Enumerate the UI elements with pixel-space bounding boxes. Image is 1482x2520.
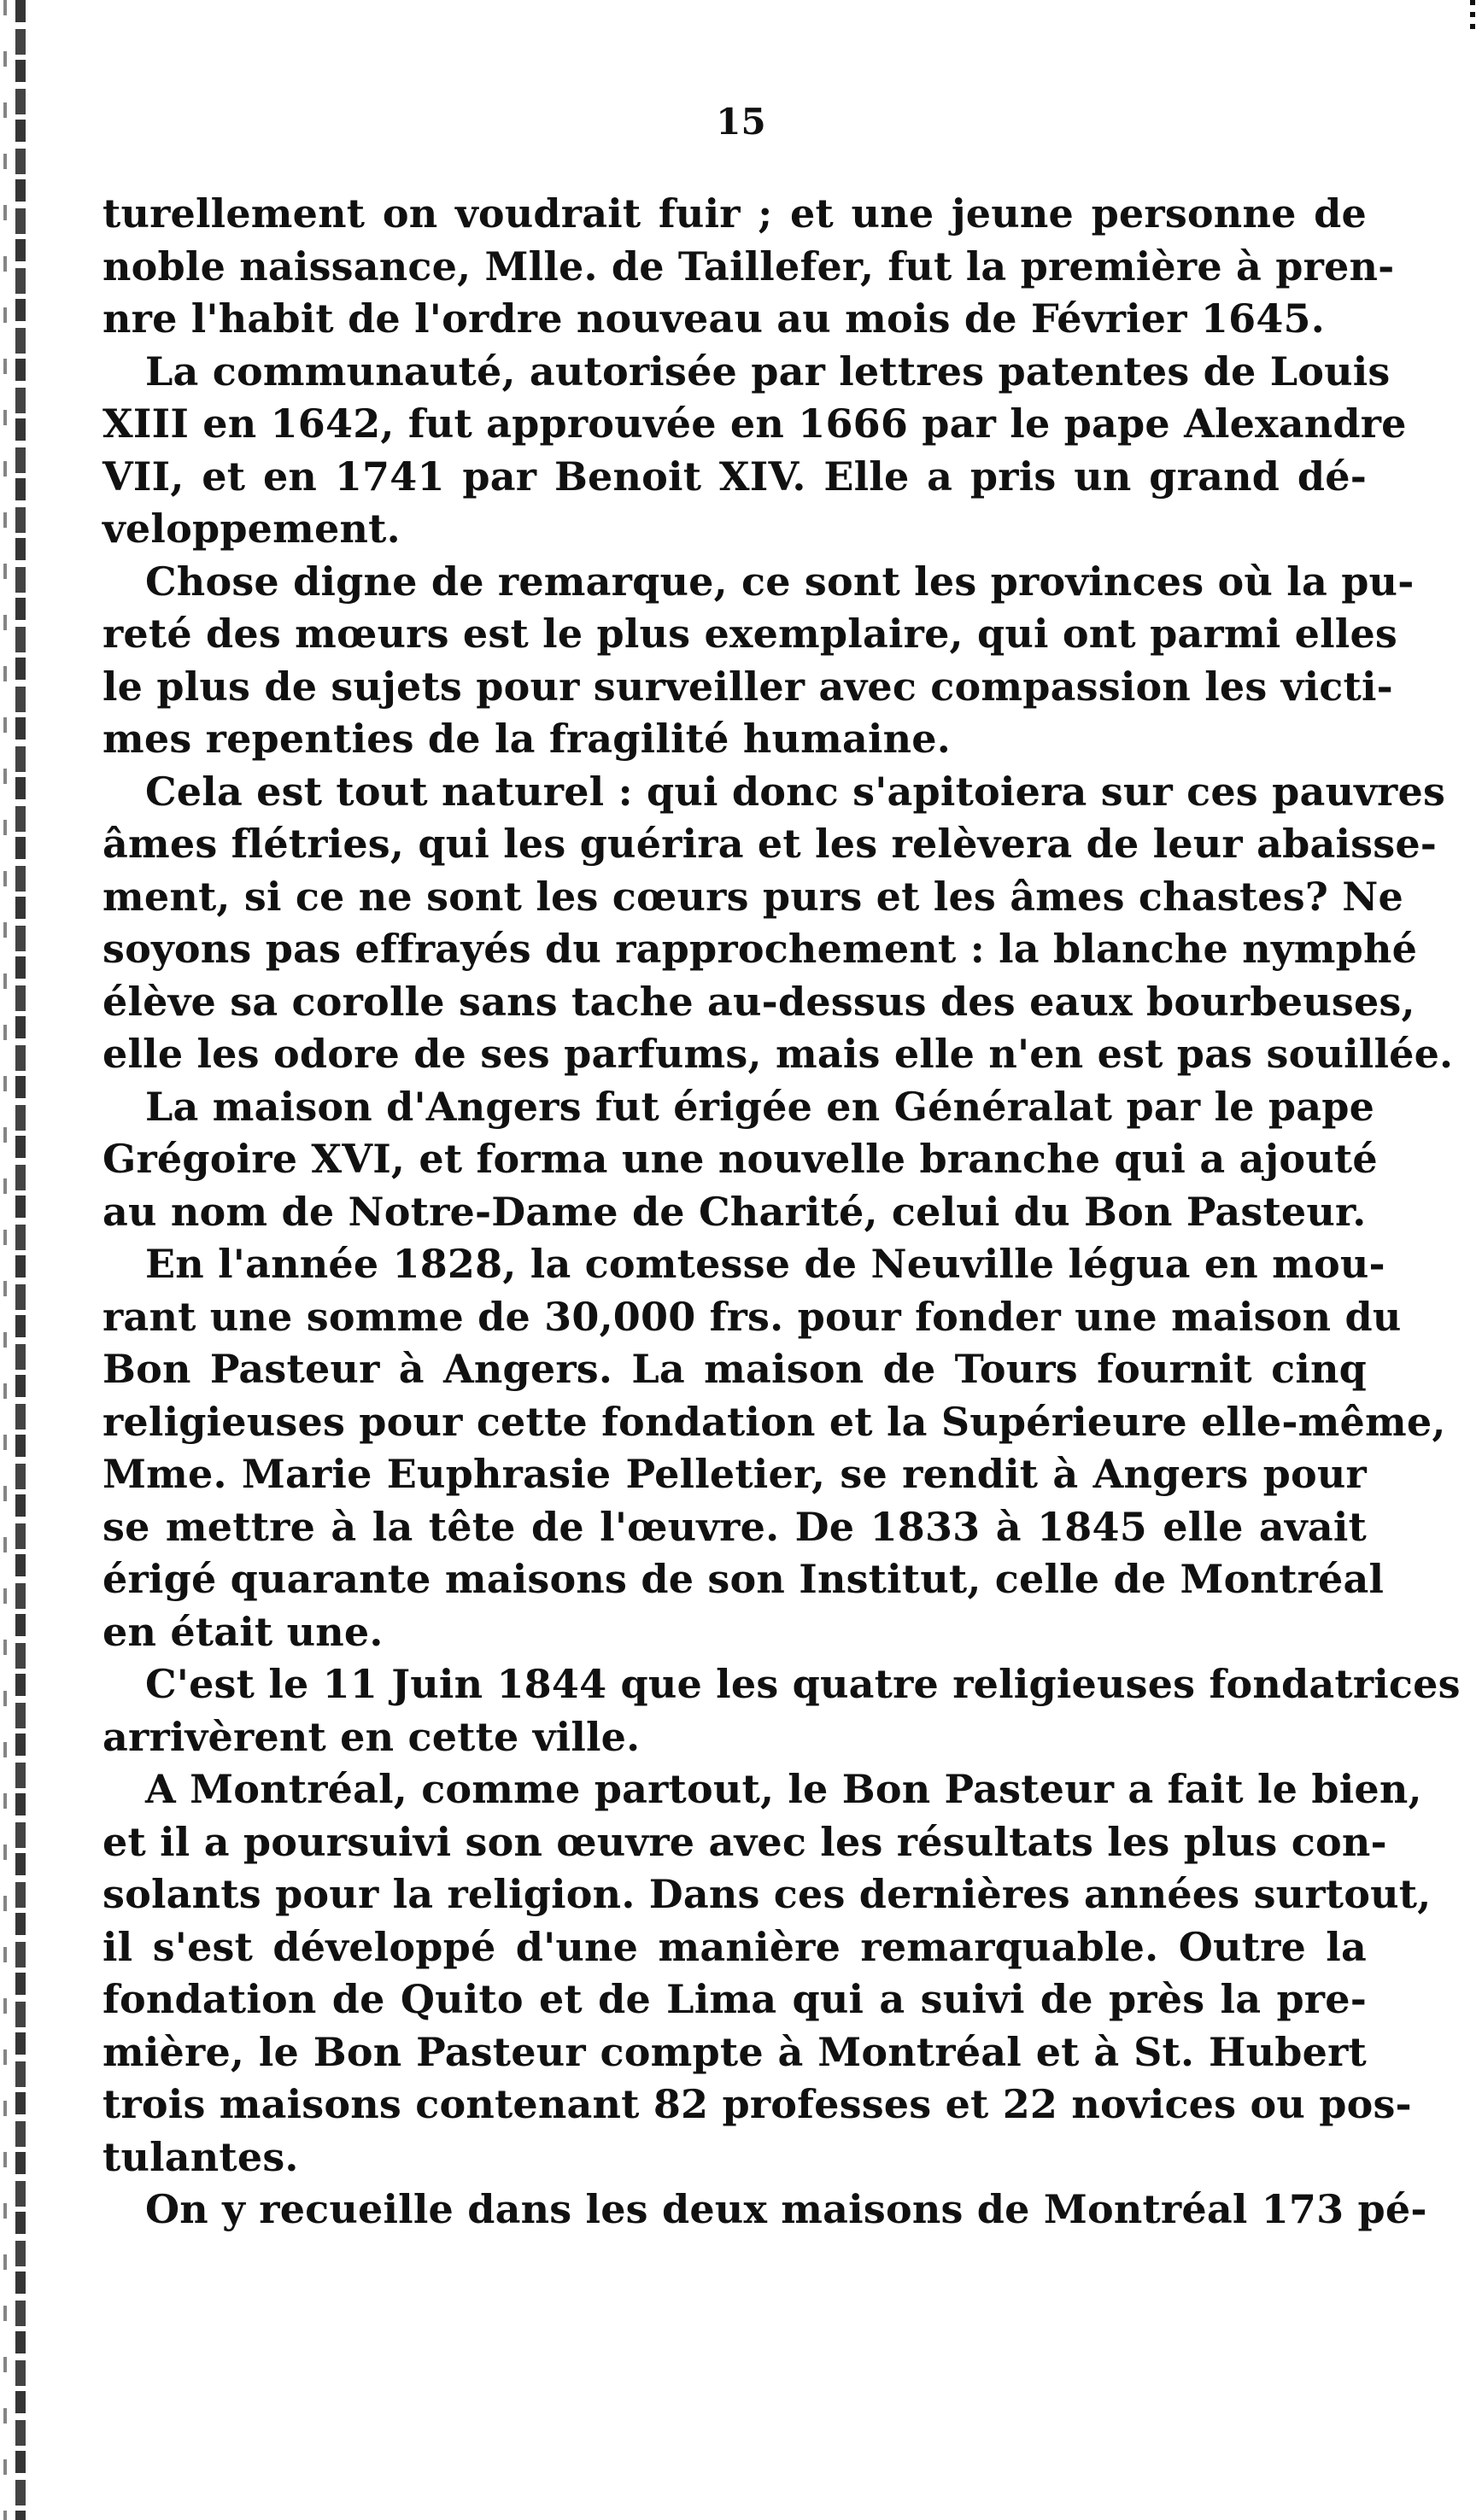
text-line: Mme. Marie Euphrasie Pelletier, se rendit à Angers pour — [103, 1451, 1367, 1497]
text-line: Bon Pasteur à Angers. La maison de Tours fournit cinq — [103, 1346, 1367, 1392]
page-margin-marks — [1470, 0, 1475, 34]
text-line: Chose digne de remarque, ce sont les provinces où la pu- — [145, 558, 1415, 605]
page-number: 15 — [716, 101, 766, 143]
text-line: La communauté, autorisée par lettres patentes de Louis — [145, 348, 1391, 395]
text-line: mes repenties de la fragilité humaine. — [103, 716, 951, 762]
text-line: C'est le 11 Juin 1844 que les quatre religieuses fondatrices — [145, 1661, 1461, 1707]
text-line: En l'année 1828, la comtesse de Neuville légua en mou- — [145, 1241, 1385, 1287]
text-line: au nom de Notre-Dame de Charité, celui du Bon Pasteur. — [103, 1188, 1367, 1235]
text-line: se mettre à la tête de l'œuvre. De 1833 à 1845 elle avait — [103, 1503, 1367, 1550]
text-line: rant une somme de 30,000 frs. pour fonder une maison du — [103, 1293, 1402, 1340]
text-line: en était une. — [103, 1608, 384, 1655]
text-line: A Montréal, comme partout, le Bon Pasteur a fait le bien, — [145, 1766, 1422, 1812]
text-line: âmes flétries, qui les guérira et les relèvera de leur abaisse- — [103, 821, 1438, 867]
text-line: élève sa corolle sans tache au-dessus des eaux bourbeuses, — [103, 978, 1415, 1025]
text-line: solants pour la religion. Dans ces dernières années surtout, — [103, 1871, 1432, 1917]
text-line: fondation de Quito et de Lima qui a suivi de près la pre- — [103, 1976, 1367, 2022]
text-line: soyons pas effrayés du rapprochement : la blanche nymphé — [103, 926, 1418, 972]
text-line: elle les odore de ses parfums, mais elle n'en est pas souillée. — [103, 1031, 1454, 1077]
text-line: nre l'habit de l'ordre nouveau au mois de Février 1645. — [103, 295, 1325, 342]
text-line: Grégoire XVI, et forma une nouvelle branche qui a ajouté — [103, 1136, 1378, 1182]
text-line: XIII en 1642, fut approuvée en 1666 par le pape Alexandre — [103, 401, 1407, 447]
text-line: et il a poursuivi son œuvre avec les résultats les plus con- — [103, 1818, 1387, 1865]
text-line: ment, si ce ne sont les cœurs purs et les âmes chastes? Ne — [103, 873, 1403, 920]
text-line: veloppement. — [103, 506, 401, 552]
text-line: On y recueille dans les deux maisons de Montréal 173 pé- — [145, 2186, 1427, 2232]
page-edge-shadow — [3, 0, 7, 2520]
text-line: trois maisons contenant 82 professes et 22 novices ou pos- — [103, 2081, 1412, 2127]
text-line: il s'est développé d'une manière remarquable. Outre la — [103, 1923, 1367, 1970]
text-line: turellement on voudrait fuir ; et une jeune personne de — [103, 190, 1367, 237]
text-line: VII, et en 1741 par Benoit XIV. Elle a pris un grand dé- — [103, 453, 1367, 500]
text-line: mière, le Bon Pasteur compte à Montréal et à St. Hubert — [103, 2028, 1367, 2075]
text-line: le plus de sujets pour surveiller avec compassion les victi- — [103, 663, 1393, 710]
page-binding-edge — [15, 0, 26, 2520]
text-line: La maison d'Angers fut érigée en Généralat par le pape — [145, 1083, 1375, 1130]
body-text — [103, 188, 1461, 2236]
text-line: érigé quarante maisons de son Institut, celle de Montréal — [103, 1556, 1385, 1602]
text-line: reté des mœurs est le plus exemplaire, qui ont parmi elles — [103, 611, 1398, 657]
text-line: arrivèrent en cette ville. — [103, 1713, 641, 1760]
text-line: Cela est tout naturel : qui donc s'apitoiera sur ces pauvres — [145, 768, 1446, 815]
text-line: noble naissance, Mlle. de Taillefer, fut la première à pren- — [103, 243, 1395, 289]
text-line: religieuses pour cette fondation et la Supérieure elle-même, — [103, 1398, 1446, 1445]
text-line: tulantes. — [103, 2133, 299, 2180]
